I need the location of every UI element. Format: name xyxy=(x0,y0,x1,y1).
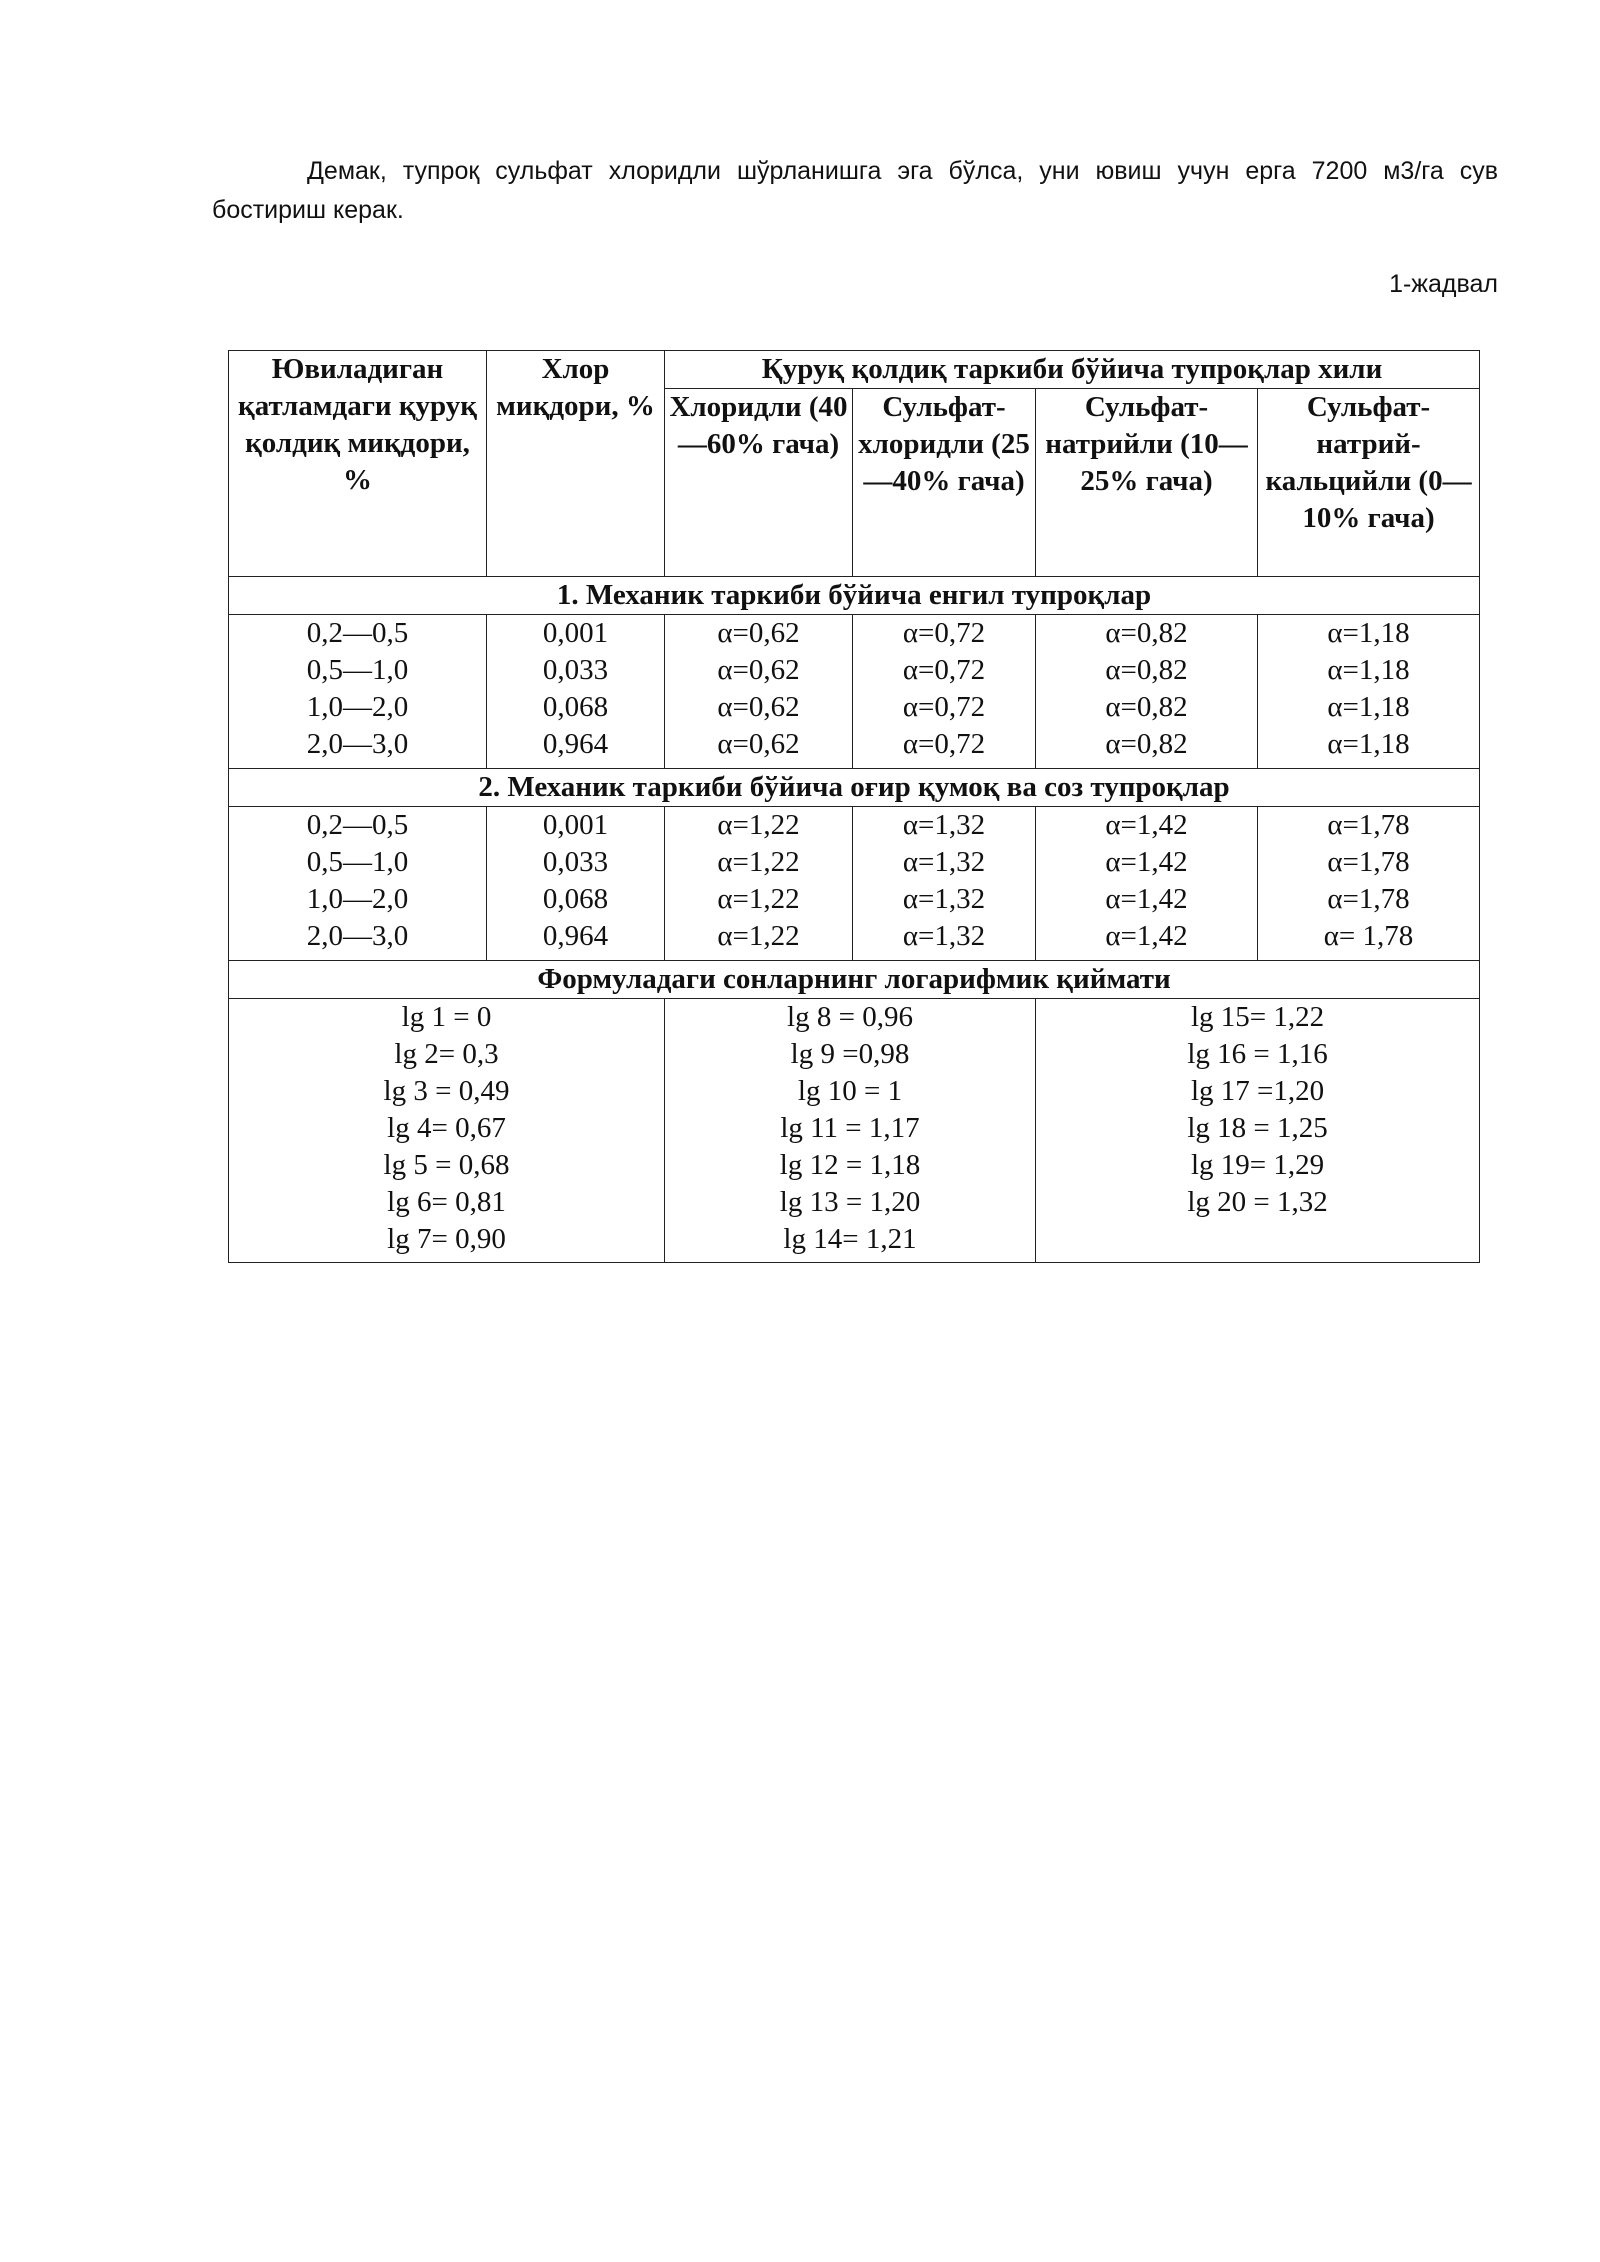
cell-value: α=1,18 xyxy=(1327,654,1410,686)
cell-value: 0,068 xyxy=(542,883,609,915)
cell-value: α=1,32 xyxy=(902,920,986,952)
cell-value: lg 17 =1,20 xyxy=(1190,1075,1325,1107)
sulfate-sodium-cell xyxy=(1036,807,1258,961)
log-values-column-2 xyxy=(665,999,1036,1263)
soil-table xyxy=(228,350,1480,1263)
cell-value: α=1,18 xyxy=(1327,728,1410,760)
cell-value: α=1,32 xyxy=(902,846,986,878)
cell-value: α=0,62 xyxy=(717,728,800,760)
cell-value: 0,964 xyxy=(542,920,609,952)
cell-value: α=0,72 xyxy=(902,654,986,686)
cell-value: 0,5—1,0 xyxy=(306,846,409,878)
log-values-column-3 xyxy=(1036,999,1480,1263)
cell-value: α=0,72 xyxy=(902,691,986,723)
cell-value: lg 1 = 0 xyxy=(401,1001,492,1033)
cell-value: α=0,72 xyxy=(902,728,986,760)
chloride-cell xyxy=(665,615,853,769)
cell-value: lg 11 = 1,17 xyxy=(780,1112,920,1144)
cell-value: 1,0—2,0 xyxy=(306,883,409,915)
cell-value: 2,0—3,0 xyxy=(306,728,409,760)
cell-value: lg 20 = 1,32 xyxy=(1187,1186,1328,1218)
cell-value: 0,5—1,0 xyxy=(306,654,409,686)
cell-value: α=1,78 xyxy=(1327,883,1410,915)
header-row-1 xyxy=(229,351,1480,389)
table-row xyxy=(229,999,1480,1263)
cell-value: α=0,82 xyxy=(1105,617,1188,649)
cell-value: lg 8 = 0,96 xyxy=(787,1001,913,1033)
cell-value: lg 4= 0,67 xyxy=(387,1112,506,1144)
cell-value: 1,0—2,0 xyxy=(306,691,409,723)
section-row xyxy=(229,961,1480,999)
section-title-light-soils: 1. Механик таркиби бўйича енгил тупроқлар xyxy=(229,577,1480,615)
cell-value: α=1,32 xyxy=(902,883,986,915)
cell-value: α=1,78 xyxy=(1327,846,1410,878)
cell-value: α=1,22 xyxy=(717,809,800,841)
cell-value: 0,2—0,5 xyxy=(306,809,409,841)
sulfate-chloride-cell xyxy=(853,615,1036,769)
cell-value: α=0,62 xyxy=(717,691,800,723)
cell-value: lg 14= 1,21 xyxy=(783,1223,917,1255)
cell-value: 0,033 xyxy=(542,654,609,686)
table-row xyxy=(229,615,1480,769)
cell-value: lg 9 =0,98 xyxy=(790,1038,910,1070)
header-sulfate-sodium: Сульфат-натрийли (10—25% гача) xyxy=(1036,389,1258,577)
cell-value: α=1,42 xyxy=(1105,846,1188,878)
cell-value: 0,068 xyxy=(542,691,609,723)
cell-value: α=0,72 xyxy=(902,617,986,649)
log-values-column-1 xyxy=(229,999,665,1263)
residue-cell xyxy=(229,615,487,769)
cell-value: α=1,78 xyxy=(1327,809,1410,841)
cell-value: lg 16 = 1,16 xyxy=(1187,1038,1328,1070)
cell-value: lg 10 = 1 xyxy=(797,1075,903,1107)
cell-value: α=0,62 xyxy=(717,617,800,649)
header-soil-types: Қуруқ қолдиқ таркиби бўйича тупроқлар хили xyxy=(665,351,1480,389)
body-paragraph: Демак, тупроқ сульфат хлоридли шўрланишга эга бўлса, уни ювиш учун ерга 7200 м3/га сув бостириш керак. xyxy=(212,157,1498,224)
header-sulfate-sodium-calcium: Сульфат-натрий-кальцийли (0—10% гача) xyxy=(1258,389,1480,577)
chlorine-cell xyxy=(487,807,665,961)
sulfate-sodium-calcium-cell xyxy=(1258,615,1480,769)
header-residue: Ювиладиган қатламдаги қуруқ қолдиқ миқдори, % xyxy=(229,351,487,577)
cell-value: α=1,42 xyxy=(1105,809,1188,841)
sulfate-chloride-cell xyxy=(853,807,1036,961)
table-row xyxy=(229,807,1480,961)
cell-value: lg 6= 0,81 xyxy=(387,1186,506,1218)
table-caption: 1-жадвал xyxy=(1389,270,1498,298)
sulfate-sodium-cell xyxy=(1036,615,1258,769)
sulfate-sodium-calcium-cell xyxy=(1258,807,1480,961)
chloride-cell xyxy=(665,807,853,961)
cell-value: lg 15= 1,22 xyxy=(1190,1001,1325,1033)
section-row xyxy=(229,577,1480,615)
header-sulfate-chloride: Сульфат-хлоридли (25—40% гача) xyxy=(853,389,1036,577)
section-title-heavy-soils: 2. Механик таркиби бўйича оғир қумоқ ва соз тупроқлар xyxy=(229,769,1480,807)
cell-value: α=0,82 xyxy=(1105,728,1188,760)
cell-value: lg 19= 1,29 xyxy=(1190,1149,1325,1181)
chlorine-cell xyxy=(487,615,665,769)
cell-value: 0,001 xyxy=(542,617,609,649)
header-chlorine: Хлор миқдори, % xyxy=(487,351,665,577)
header-chloride: Хлоридли (40—60% гача) xyxy=(665,389,853,577)
cell-value: lg 12 = 1,18 xyxy=(779,1149,921,1181)
cell-value: α=1,18 xyxy=(1327,617,1410,649)
cell-value: lg 13 = 1,20 xyxy=(779,1186,921,1218)
cell-value: α=1,22 xyxy=(717,883,800,915)
cell-value: α= 1,78 xyxy=(1323,920,1414,952)
cell-value: α=0,82 xyxy=(1105,691,1188,723)
cell-value: α=1,22 xyxy=(717,846,800,878)
cell-value: 0,033 xyxy=(542,846,609,878)
cell-value: α=0,82 xyxy=(1105,654,1188,686)
residue-cell xyxy=(229,807,487,961)
cell-value: α=1,18 xyxy=(1327,691,1410,723)
cell-value: 0,2—0,5 xyxy=(306,617,409,649)
cell-value: lg 18 = 1,25 xyxy=(1187,1112,1328,1144)
cell-value: α=0,62 xyxy=(717,654,800,686)
cell-value: α=1,32 xyxy=(902,809,986,841)
cell-value: lg 3 = 0,49 xyxy=(383,1075,510,1107)
cell-value: 2,0—3,0 xyxy=(306,920,409,952)
section-title-logarithms: Формуладаги сонларнинг логарифмик қиймати xyxy=(229,961,1480,999)
cell-value: lg 5 = 0,68 xyxy=(383,1149,510,1181)
cell-value: α=1,42 xyxy=(1105,920,1188,952)
cell-value: α=1,42 xyxy=(1105,883,1188,915)
cell-value: lg 7= 0,90 xyxy=(387,1223,506,1255)
cell-value: 0,964 xyxy=(542,728,609,760)
cell-value: α=1,22 xyxy=(717,920,800,952)
section-row xyxy=(229,769,1480,807)
cell-value: 0,001 xyxy=(542,809,609,841)
cell-value: lg 2= 0,3 xyxy=(394,1038,499,1070)
